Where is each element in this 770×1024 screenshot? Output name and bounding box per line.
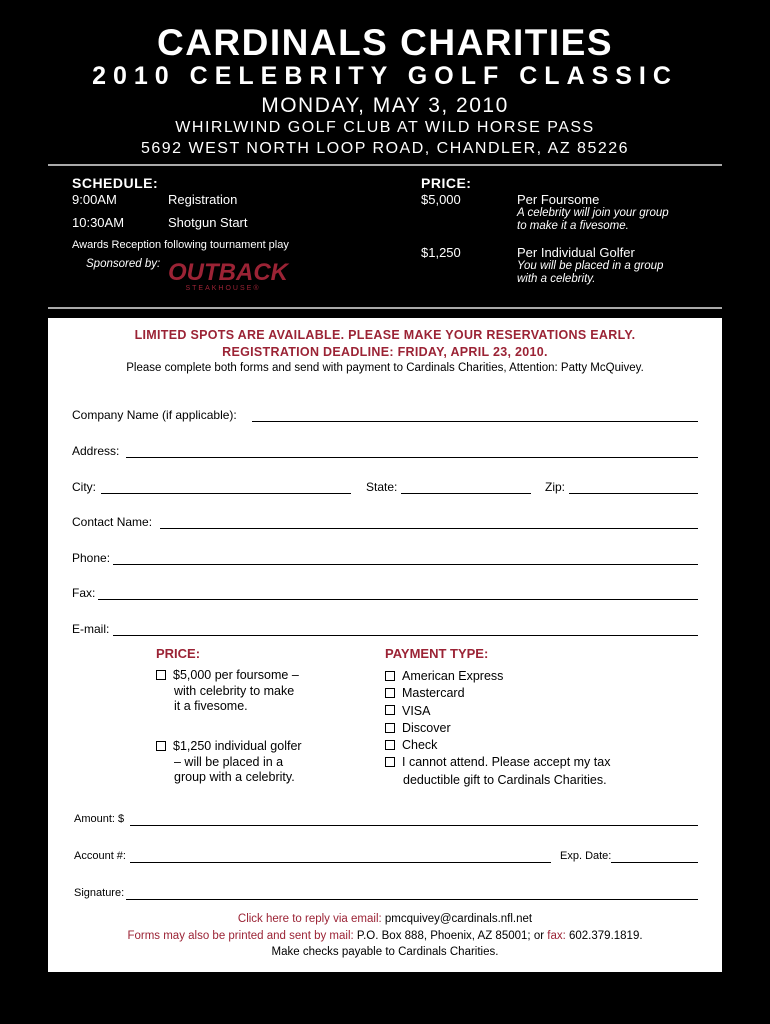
price-note: with a celebrity. [517, 273, 596, 285]
price-amount: $1,250 [421, 245, 461, 260]
payment-option-check[interactable]: Check [385, 737, 610, 754]
price-note: You will be placed in a group [517, 260, 664, 272]
checkbox-icon[interactable] [156, 670, 166, 680]
or-text: or [533, 930, 545, 942]
email-field[interactable] [113, 635, 698, 636]
top-divider [48, 164, 722, 166]
payment-option-gift[interactable]: I cannot attend. Please accept my tax [385, 754, 610, 771]
price-option-foursome[interactable]: $5,000 per foursome – with celebrity to make it a fivesome. [156, 668, 299, 715]
phone-field[interactable] [113, 564, 698, 565]
phone-label: Phone: [72, 551, 111, 565]
registration-form [48, 318, 722, 972]
checkbox-icon[interactable] [385, 705, 395, 715]
address-field[interactable] [126, 457, 698, 458]
reply-line [48, 913, 722, 925]
schedule-time: 9:00AM [72, 192, 117, 207]
mail-line [48, 930, 722, 942]
reception-note: Awards Reception following tournament play [72, 239, 289, 251]
address-label: Address: [72, 444, 120, 458]
fax-field[interactable] [98, 599, 698, 600]
payment-option-amex[interactable]: American Express [385, 668, 610, 685]
state-field[interactable] [401, 493, 531, 494]
price-label: Per Foursome [517, 192, 600, 207]
fax-label: Fax: [72, 586, 96, 600]
payment-option-visa[interactable]: VISA [385, 703, 610, 720]
sponsored-by-label: Sponsored by: [86, 258, 161, 270]
payment-type-heading: PAYMENT TYPE: [385, 646, 489, 661]
schedule-event: Shotgun Start [168, 215, 248, 230]
bottom-divider [48, 307, 722, 309]
zip-field[interactable] [569, 493, 698, 494]
schedule-heading: SCHEDULE: [72, 175, 159, 191]
sponsor-logo-subtext: STEAKHOUSE® [185, 285, 261, 292]
price-label: Per Individual Golfer [517, 245, 635, 260]
state-label: State: [366, 480, 398, 494]
event-date: MONDAY, MAY 3, 2010 [261, 94, 509, 117]
reply-email[interactable]: pmcquivey@cardinals.nfl.net [384, 913, 533, 925]
signature-label: Signature: [74, 887, 125, 899]
mail-address: P.O. Box 888, Phoenix, AZ 85001; [356, 930, 531, 942]
zip-label: Zip: [545, 480, 566, 494]
deadline-notice: REGISTRATION DEADLINE: FRIDAY, APRIL 23, 2010. [222, 345, 548, 359]
event-address: 5692 WEST NORTH LOOP ROAD, CHANDLER, AZ 85226 [140, 140, 630, 157]
mail-label: Forms may also be printed and sent by mail: [127, 930, 354, 942]
limited-spots-notice: LIMITED SPOTS ARE AVAILABLE. PLEASE MAKE YOUR RESERVATIONS EARLY. [134, 328, 636, 342]
price-note: to make it a fivesome. [517, 220, 629, 232]
checkbox-icon[interactable] [385, 671, 395, 681]
schedule-event: Registration [168, 192, 238, 207]
price-heading: PRICE: [421, 175, 472, 191]
schedule-time: 10:30AM [72, 215, 125, 230]
exp-date-label: Exp. Date: [560, 850, 612, 862]
signature-field[interactable] [126, 899, 698, 900]
fax-footer-label: fax: [547, 930, 566, 942]
company-field[interactable] [252, 421, 698, 422]
amount-label: Amount: $ [74, 813, 125, 825]
price-option-individual[interactable]: $1,250 individual golfer – will be placed in a group with a celebrity. [156, 739, 302, 786]
gift-text: deductible gift to Cardinals Charities. [403, 772, 607, 787]
price-note: A celebrity will join your group [517, 207, 669, 219]
amount-field[interactable] [130, 825, 698, 826]
checkbox-icon[interactable] [385, 688, 395, 698]
form-price-heading: PRICE: [156, 646, 201, 661]
contact-field[interactable] [160, 528, 698, 529]
payment-option-mastercard[interactable]: Mastercard [385, 685, 610, 702]
city-field[interactable] [101, 493, 351, 494]
payable-note: Make checks payable to Cardinals Charities. [271, 946, 499, 958]
sponsor-logo-text: OUTBACK [168, 259, 288, 286]
contact-label: Contact Name: [72, 515, 153, 529]
email-label: E-mail: [72, 622, 110, 636]
reply-email-link[interactable]: Click here to reply via email: [237, 913, 382, 925]
payment-options [385, 668, 610, 789]
company-label: Company Name (if applicable): [72, 408, 237, 422]
instructions: Please complete both forms and send with payment to Cardinals Charities, Attention: Patty McQuivey. [126, 362, 644, 374]
price-amount: $5,000 [421, 192, 461, 207]
city-label: City: [72, 480, 96, 494]
exp-date-field[interactable] [611, 862, 698, 863]
payment-option-discover[interactable]: Discover [385, 720, 610, 737]
checkbox-icon[interactable] [385, 723, 395, 733]
outback-logo [168, 259, 288, 292]
fax-number: 602.379.1819. [569, 930, 643, 942]
checkbox-icon[interactable] [385, 740, 395, 750]
account-label: Account #: [74, 850, 126, 862]
account-field[interactable] [130, 862, 551, 863]
checkbox-icon[interactable] [156, 741, 166, 751]
event-venue: WHIRLWIND GOLF CLUB AT WILD HORSE PASS [175, 119, 595, 136]
event-subtitle: 2010 CELEBRITY GOLF CLASSIC [92, 62, 678, 90]
event-title: CARDINALS CHARITIES [156, 22, 614, 63]
checkbox-icon[interactable] [385, 757, 395, 767]
